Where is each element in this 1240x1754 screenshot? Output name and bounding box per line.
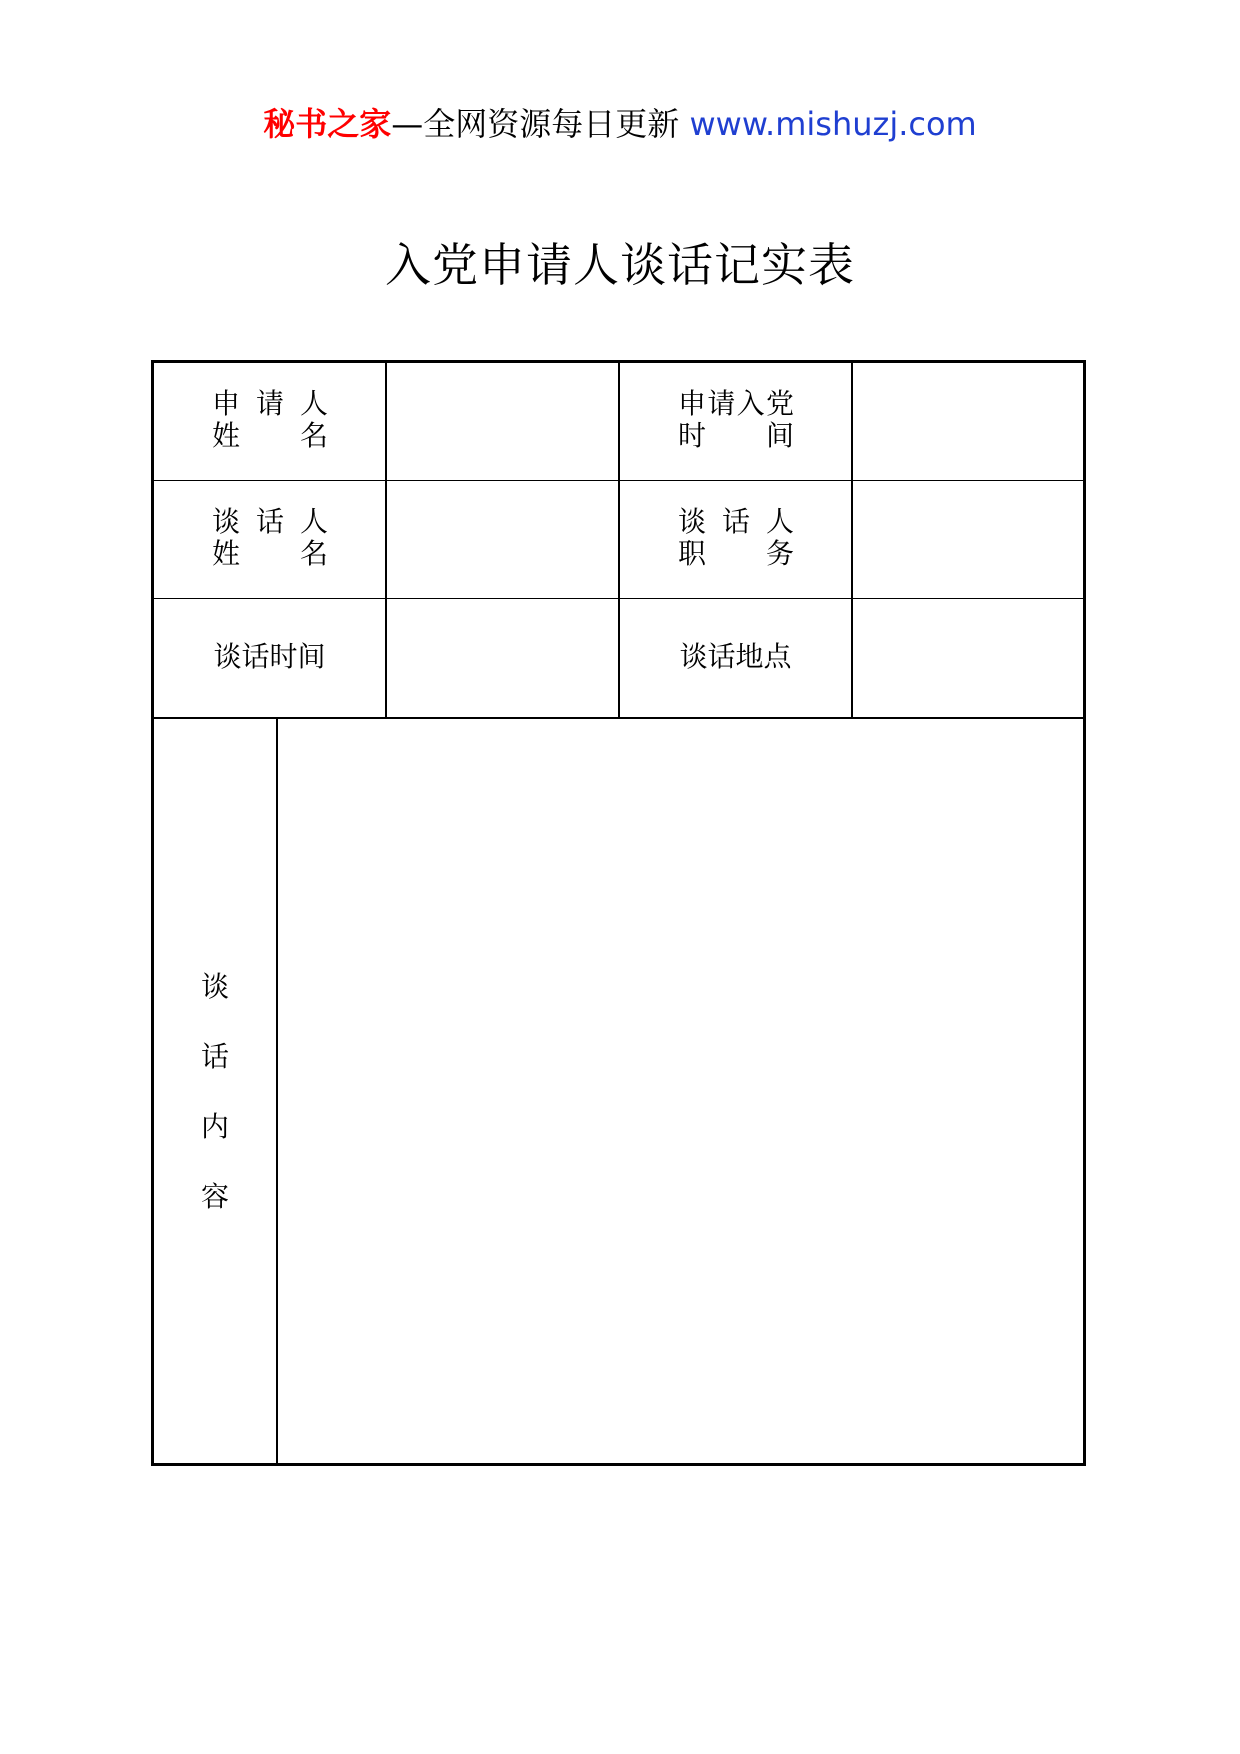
application-time-label-cell [620, 363, 853, 480]
interview-time-label-cell [154, 599, 387, 717]
label-line-spread [212, 506, 328, 538]
label-char: 职 [678, 537, 707, 570]
label-char: 申 [212, 387, 241, 420]
label-char: 请 [707, 387, 736, 420]
form-row-time-location [154, 599, 1083, 719]
interviewer-position-label [678, 506, 794, 570]
content-label-char: 内 [200, 1110, 229, 1143]
label-line-spread [678, 420, 794, 452]
label-char: 名 [299, 537, 328, 570]
label-line-spread [212, 538, 328, 570]
interviewer-position-value-cell[interactable] [853, 481, 1083, 598]
interview-time-value-cell[interactable] [387, 599, 620, 717]
applicant-name-value-cell[interactable] [387, 363, 620, 480]
applicant-name-label [212, 388, 328, 452]
label-char: 人 [299, 505, 328, 538]
label-char: 时 [678, 419, 707, 452]
label-char: 人 [765, 505, 794, 538]
interviewer-position-label-cell [620, 481, 853, 598]
interview-content-label [154, 971, 276, 1251]
label-line-spread [212, 388, 328, 420]
interview-content-value-cell[interactable] [278, 719, 1083, 1463]
label-line-spread [212, 420, 328, 452]
application-time-label [678, 388, 794, 452]
interview-time-label: 谈话时间 [213, 640, 326, 673]
label-char: 名 [299, 419, 328, 452]
label-char: 话 [721, 505, 750, 538]
interview-location-label-cell [620, 599, 853, 717]
applicant-name-label-cell [154, 363, 387, 480]
label-char: 务 [765, 537, 794, 570]
banner-url-link[interactable]: www.mishuzj.com [689, 105, 977, 143]
interviewer-name-value-cell[interactable] [387, 481, 620, 598]
interviewer-name-label [212, 506, 328, 570]
banner-tagline: —全网资源每日更新 [391, 105, 680, 143]
label-char: 入 [736, 387, 765, 420]
content-label-char: 容 [200, 1180, 229, 1213]
form-row-applicant [154, 363, 1083, 481]
application-time-value-cell[interactable] [853, 363, 1083, 480]
content-label-char: 话 [200, 1040, 229, 1073]
label-char: 党 [765, 387, 794, 420]
document-title: 入党申请人谈话记实表 [385, 238, 855, 292]
label-char: 姓 [212, 419, 241, 452]
label-char: 间 [765, 419, 794, 452]
form-row-interviewer [154, 481, 1083, 599]
label-char: 谈 [678, 505, 707, 538]
interview-record-form [151, 360, 1086, 1466]
site-banner [0, 100, 1240, 148]
form-row-content [154, 719, 1083, 1463]
label-line-spread [678, 538, 794, 570]
label-line-spread [678, 506, 794, 538]
label-char: 请 [255, 387, 284, 420]
banner-brand: 秘书之家 [263, 105, 392, 143]
interview-location-value-cell[interactable] [853, 599, 1083, 717]
label-char: 谈 [212, 505, 241, 538]
label-char: 姓 [212, 537, 241, 570]
label-char: 人 [299, 387, 328, 420]
interview-content-label-cell [154, 719, 278, 1463]
interview-location-label: 谈话地点 [679, 640, 792, 673]
label-char: 话 [255, 505, 284, 538]
interviewer-name-label-cell [154, 481, 387, 598]
label-char: 申 [678, 387, 707, 420]
content-label-char: 谈 [200, 970, 229, 1003]
label-line-spread [678, 388, 794, 420]
